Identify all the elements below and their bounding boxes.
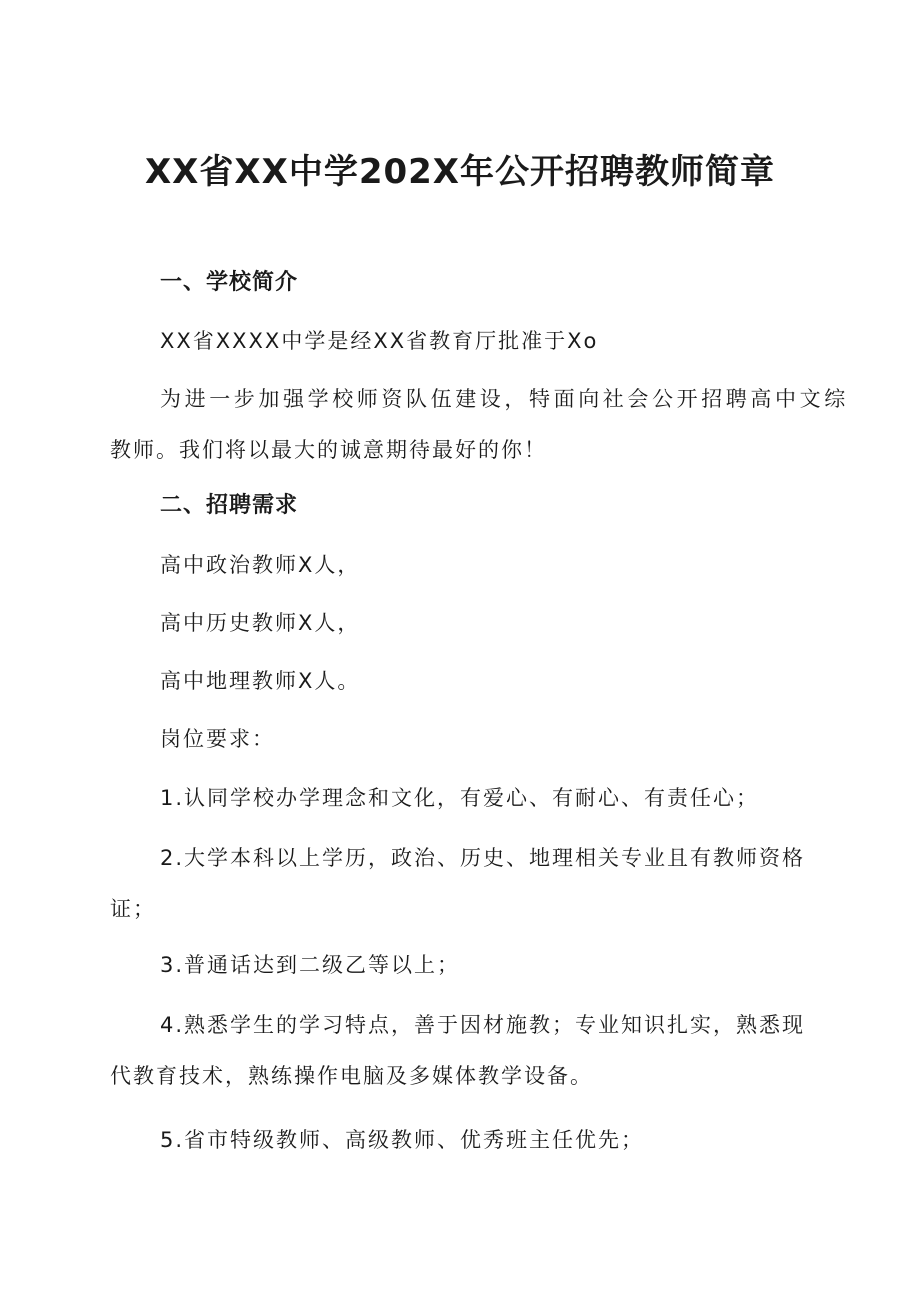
requirement-item-continuation: 代教育技术，熟练操作电脑及多媒体教学设备。 xyxy=(110,1064,593,1088)
requirement-item: 5.省市特级教师、高级教师、优秀班主任优先； xyxy=(160,1128,645,1152)
school-intro-text: XX省XXXX中学是经XX省教育厅批准于Xo xyxy=(160,329,599,353)
requirement-item: 3.普通话达到二级乙等以上； xyxy=(160,953,461,977)
requirement-item-continuation: 证； xyxy=(110,897,156,921)
requirement-item: 2.大学本科以上学历，政治、历史、地理相关专业且有教师资格 xyxy=(160,846,806,870)
section-heading-school-intro: 一、学校简介 xyxy=(160,270,299,295)
position-item: 高中政治教师X人， xyxy=(160,553,361,577)
purpose-text-line-1: 为进一步加强学校师资队伍建设，特面向社会公开招聘高中文综 xyxy=(160,387,849,411)
purpose-text-line-2: 教师。我们将以最大的诚意期待最好的你！ xyxy=(110,438,547,462)
position-item: 高中地理教师X人。 xyxy=(160,669,361,693)
requirement-item: 1.认同学校办学理念和文化，有爱心、有耐心、有责任心； xyxy=(160,786,760,810)
position-item: 高中历史教师X人， xyxy=(160,611,361,635)
section-heading-recruitment: 二、招聘需求 xyxy=(160,493,299,518)
document-title: XX省XX中学202X年公开招聘教师简章 xyxy=(144,152,776,192)
requirement-item: 4.熟悉学生的学习特点，善于因材施教；专业知识扎实，熟悉现 xyxy=(160,1013,806,1037)
requirements-label: 岗位要求： xyxy=(160,727,275,751)
